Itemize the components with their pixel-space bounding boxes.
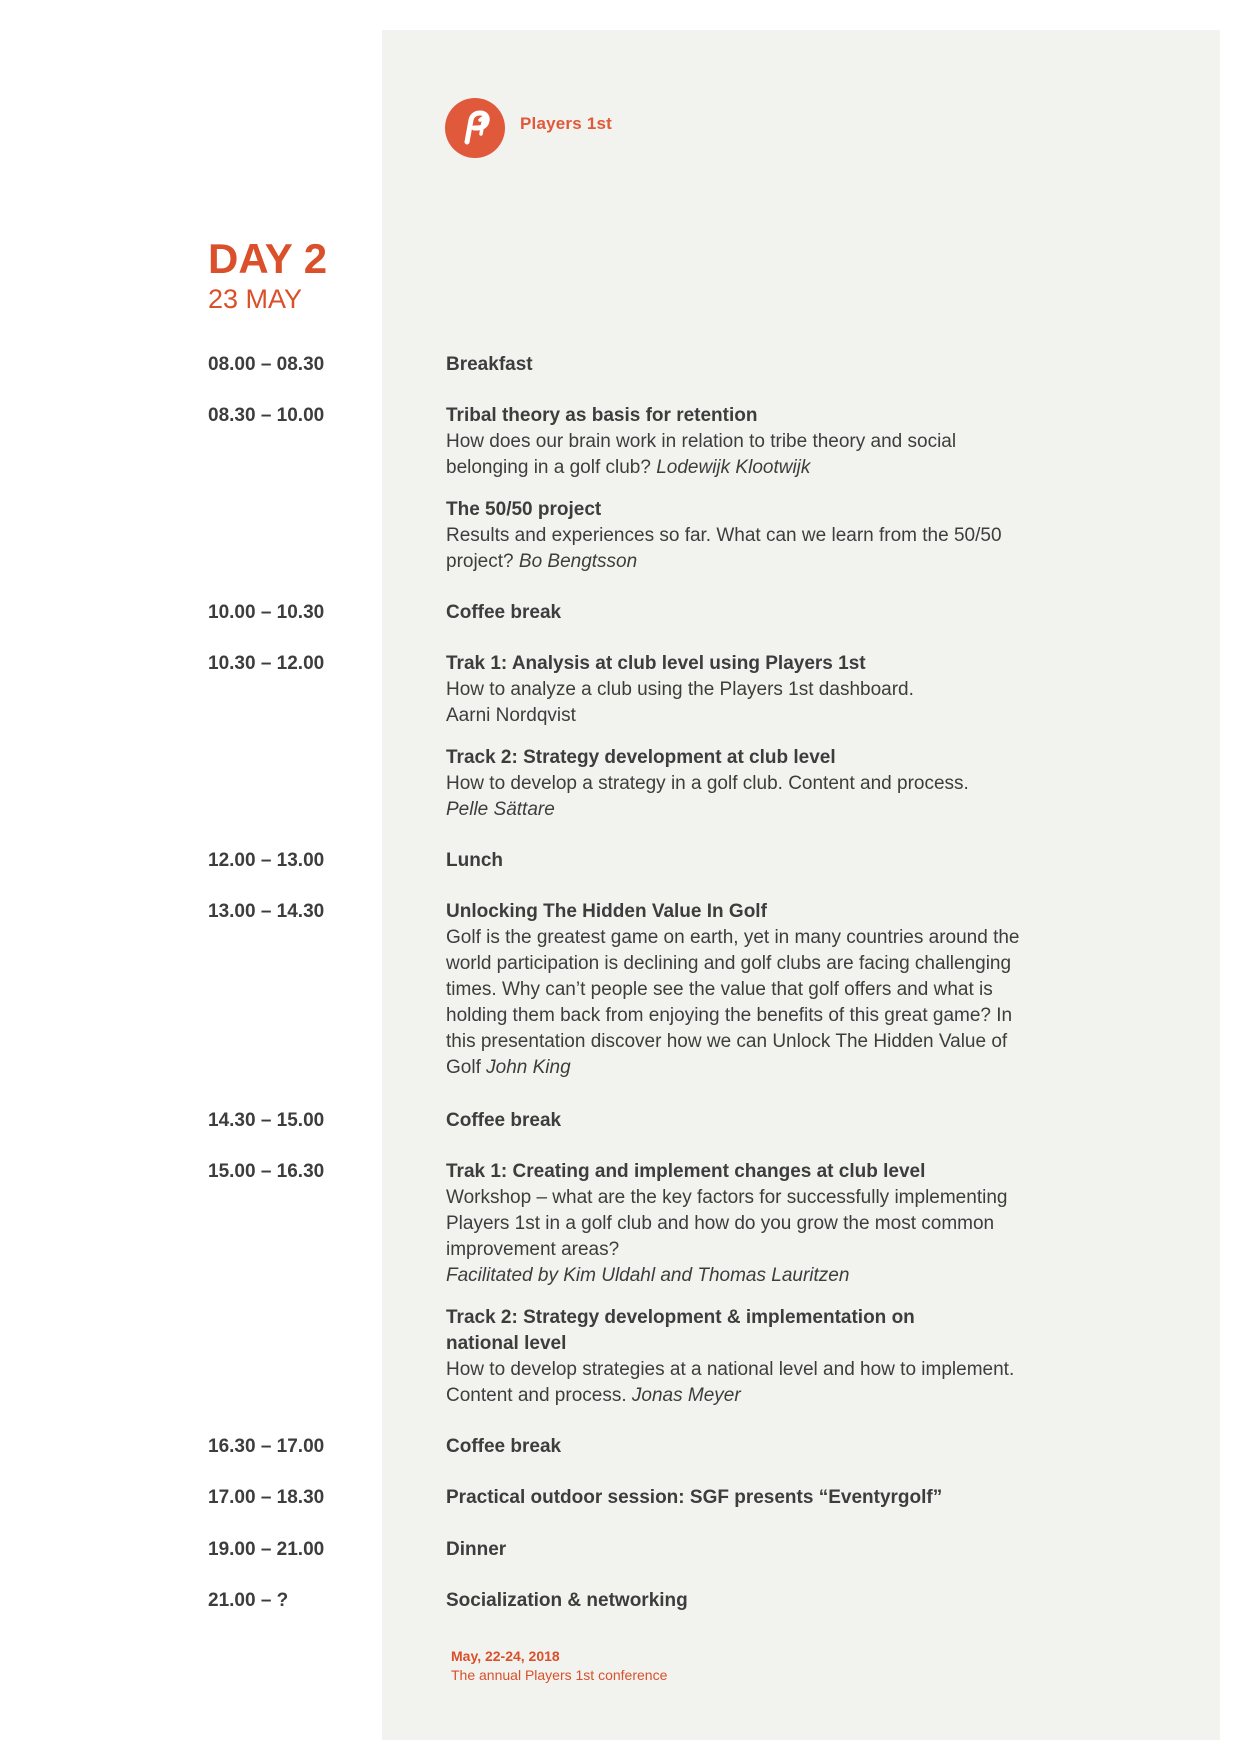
session-title: Socialization & networking [446, 1590, 688, 1611]
session-title: Coffee break [446, 1110, 562, 1131]
session-description: How to develop strategies at a national level and how to implement. Content and process. Jonas Meyer [446, 1359, 1015, 1406]
session-title: Coffee break [446, 602, 562, 623]
session-item [446, 600, 1026, 626]
day-date: 23 MAY [208, 284, 303, 314]
session-item [446, 1434, 1026, 1460]
session-time: 16.30 – 17.00 [208, 1436, 325, 1457]
session-time: 12.00 – 13.00 [208, 850, 325, 871]
speaker-name: Lodewijk Klootwijk [656, 457, 811, 478]
footer [451, 1647, 667, 1685]
session-item [446, 1588, 1026, 1614]
session-item [446, 497, 1026, 575]
session-description: How to develop a strategy in a golf club. Content and process. [446, 773, 969, 794]
session-item [446, 403, 1026, 481]
speaker-name: Jonas Meyer [631, 1385, 741, 1406]
session-time: 13.00 – 14.30 [208, 901, 325, 922]
session-item [446, 651, 1026, 729]
session-description: Golf is the greatest game on earth, yet in many countries around the world participation is declining and golf clubs are facing challenging times. Why can’t people see the value that golf offers and what is holding them back from enjoying the benefits of this great game? In this presentation discover how we can Unlock The Hidden Value of Golf John King [446, 927, 1020, 1078]
speaker-name: John King [486, 1057, 571, 1078]
session-title: Track 2: Strategy development at club level [446, 747, 836, 768]
day-title: DAY 2 [208, 235, 328, 282]
session-item [446, 1485, 1026, 1511]
session-time: 21.00 – ? [208, 1590, 289, 1611]
speaker-name: Facilitated by Kim Uldahl and Thomas Lauritzen [446, 1265, 850, 1286]
players-1st-logo-icon [445, 98, 505, 158]
session-item [446, 745, 1026, 823]
session-title: Dinner [446, 1539, 507, 1560]
session-title: Trak 1: Creating and implement changes at club level [446, 1161, 926, 1182]
session-title: Coffee break [446, 1436, 562, 1457]
brand-name: Players 1st [520, 114, 612, 133]
session-title: Lunch [446, 850, 503, 871]
session-title: Unlocking The Hidden Value In Golf [446, 901, 767, 922]
session-time: 10.00 – 10.30 [208, 602, 325, 623]
session-item [446, 352, 1026, 378]
session-title: The 50/50 project [446, 499, 602, 520]
session-item [446, 899, 1026, 1081]
session-time: 10.30 – 12.00 [208, 653, 325, 674]
session-title: Practical outdoor session: SGF presents “Eventyrgolf” [446, 1487, 943, 1508]
session-time: 08.30 – 10.00 [208, 405, 325, 426]
session-item [446, 1108, 1026, 1134]
content-panel [382, 30, 1220, 1740]
session-title: Track 2: Strategy development & implementation on national level [446, 1307, 915, 1354]
session-item [446, 1537, 1026, 1563]
session-title: Trak 1: Analysis at club level using Players 1st [446, 653, 866, 674]
session-item [446, 1159, 1026, 1289]
speaker-name: Pelle Sättare [446, 799, 555, 820]
session-description: Results and experiences so far. What can we learn from the 50/50 project? Bo Bengtsson [446, 525, 1002, 572]
session-description: How does our brain work in relation to tribe theory and social belonging in a golf club? Lodewijk Klootwijk [446, 431, 957, 478]
session-time: 08.00 – 08.30 [208, 354, 325, 375]
session-item [446, 1305, 1015, 1409]
speaker-name: Bo Bengtsson [518, 551, 638, 572]
session-title: Breakfast [446, 354, 533, 375]
session-description: Workshop – what are the key factors for successfully implementing Players 1st in a golf club and how do you grow the most common improvement areas? [446, 1187, 1008, 1260]
footer-dates: May, 22-24, 2018 [451, 1648, 560, 1664]
session-time: 19.00 – 21.00 [208, 1539, 325, 1560]
speaker-name: Aarni Nordqvist [446, 705, 576, 726]
session-title: Tribal theory as basis for retention [446, 405, 758, 426]
session-item [446, 848, 1026, 874]
footer-tagline: The annual Players 1st conference [451, 1667, 668, 1683]
session-time: 17.00 – 18.30 [208, 1487, 325, 1508]
session-time: 14.30 – 15.00 [208, 1110, 325, 1131]
session-description: How to analyze a club using the Players 1st dashboard. [446, 679, 914, 700]
session-time: 15.00 – 16.30 [208, 1161, 325, 1182]
